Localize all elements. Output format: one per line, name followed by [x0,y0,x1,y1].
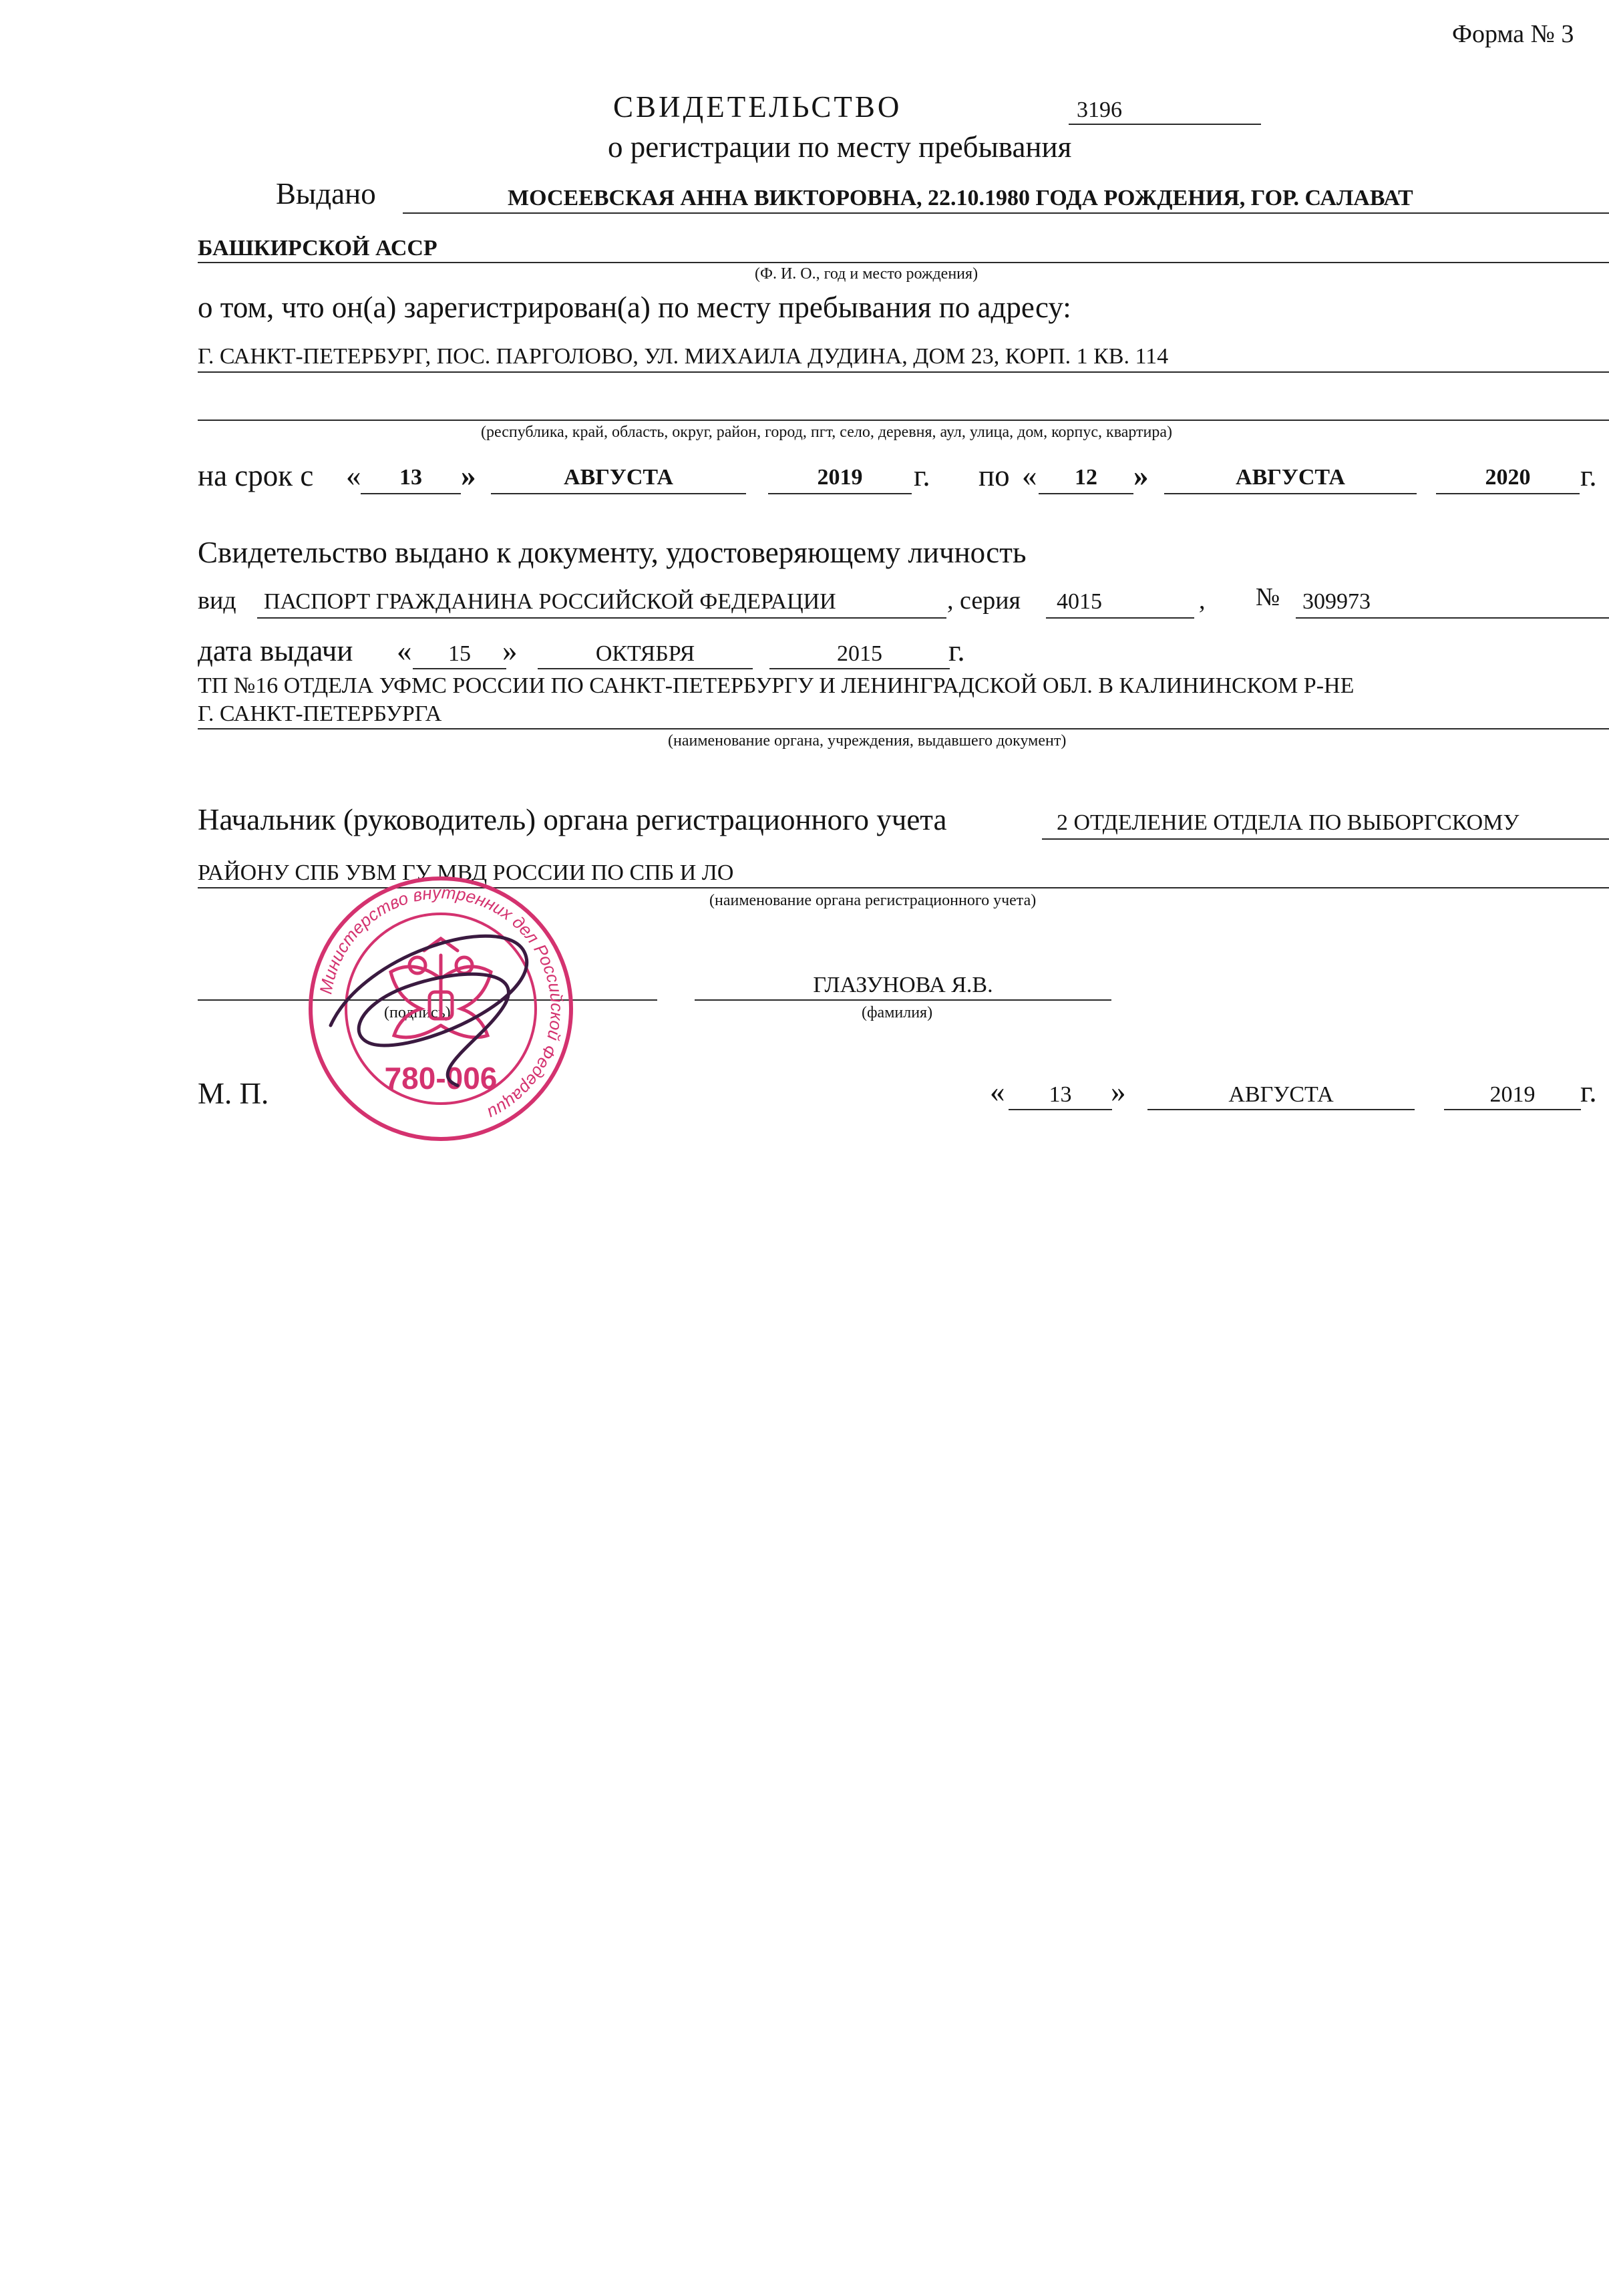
document-date-year: 2015 [837,641,882,666]
term-to-label: по [978,459,1010,492]
document-issuer-line2: Г. САНКТ-ПЕТЕРБУРГА [198,701,442,726]
term-from-day-rule [361,493,461,494]
certificate-subtitle: о регистрации по месту пребывания [608,130,1072,164]
form-number: Форма № 3 [1452,20,1574,48]
issued-line2-rule [198,262,1609,263]
term-to-open-quote: « [1022,459,1037,492]
issued-person-line2: БАШКИРСКОЙ АССР [198,236,437,261]
surname-caption: (фамилия) [862,1004,933,1021]
document-series-label: , серия [947,587,1021,615]
document-issuer-rule [198,728,1609,729]
term-to-month: АВГУСТА [1236,465,1345,490]
document-series-comma: , [1199,587,1206,615]
address-line1-rule [198,371,1609,373]
term-to-day-rule [1039,493,1133,494]
address-line2-rule [198,420,1609,421]
sign-date-year-suffix: г. [1580,1075,1597,1108]
document-date-month-rule [538,668,753,669]
document-date-day-rule [413,668,506,669]
term-from-month: АВГУСТА [564,465,673,490]
issued-line1-rule [403,212,1609,214]
sign-date-close-quote: » [1111,1075,1126,1108]
seal-label: М. П. [198,1077,269,1110]
document-intro: Свидетельство выдано к документу, удостоверяющему личность [198,536,1027,569]
address-caption: (республика, край, область, округ, район, город, пгт, село, деревня, аул, улица, дом, корпус, квартира) [481,424,1173,441]
term-from-year-rule [768,493,912,494]
document-date-label: дата выдачи [198,634,353,667]
official-seal-stamp [304,872,578,1146]
authority-name-line2: РАЙОНУ СПБ УВМ ГУ МВД РОССИИ ПО СПБ И ЛО [198,860,734,885]
certificate-number-line [1069,124,1261,125]
term-to-day: 12 [1075,465,1097,490]
term-from-close-quote: » [461,459,476,492]
authority-label: Начальник (руководитель) органа регистрационного учета [198,803,947,836]
authority-name-line1: 2 ОТДЕЛЕНИЕ ОТДЕЛА ПО ВЫБОРГСКОМУ [1057,810,1519,835]
registered-text: о том, что он(а) зарегистрирован(а) по месту пребывания по адресу: [198,291,1071,324]
sign-date-month: АВГУСТА [1228,1082,1334,1107]
authority-caption: (наименование органа регистрационного учета) [709,892,1037,909]
term-from-open-quote: « [346,459,361,492]
document-date-year-rule [769,668,950,669]
document-date-year-suffix: г. [948,634,965,667]
seal-ring-text: Министерство внутренних дел Российской Федерации [315,882,568,1124]
document-number-rule [1296,617,1609,619]
document-number-label: № [1256,583,1280,611]
term-to-year-rule [1436,493,1580,494]
sign-date-open-quote: « [990,1075,1005,1108]
document-type-rule [257,617,946,619]
seal-code: 780-006 [384,1061,498,1096]
authority-name-line1-rule [1042,838,1609,840]
certificate-title: СВИДЕТЕЛЬСТВО [613,90,902,124]
signature-caption: (подпись) [384,1004,451,1021]
term-from-month-rule [491,493,746,494]
sign-date-year: 2019 [1489,1082,1536,1107]
term-to-month-rule [1164,493,1417,494]
document-series-value: 4015 [1057,589,1102,614]
document-type-value: ПАСПОРТ ГРАЖДАНИНА РОССИЙСКОЙ ФЕДЕРАЦИИ [264,589,836,614]
document-date-close-quote: » [502,634,518,667]
address-line1: Г. САНКТ-ПЕТЕРБУРГ, ПОС. ПАРГОЛОВО, УЛ. МИХАИЛА ДУДИНА, ДОМ 23, КОРП. 1 КВ. 114 [198,344,1169,369]
surname-rule [695,999,1111,1001]
document-date-day: 15 [448,641,471,666]
document-number-value: 309973 [1302,589,1371,614]
issued-person-line1: МОСЕЕВСКАЯ АННА ВИКТОРОВНА, 22.10.1980 ГОДА РОЖДЕНИЯ, ГОР. САЛАВАТ [508,186,1413,210]
term-from-day: 13 [399,465,422,490]
sign-date-year-rule [1444,1109,1581,1110]
authority-surname: ГЛАЗУНОВА Я.В. [813,973,993,997]
term-to-year-suffix: г. [1580,459,1597,492]
term-from-year-suffix: г. [914,459,930,492]
sign-date-day: 13 [1049,1082,1072,1107]
document-series-rule [1046,617,1194,619]
term-from-year: 2019 [817,465,863,490]
issued-label: Выдано [276,177,376,210]
document-issuer-caption: (наименование органа, учреждения, выдавшего документ) [668,732,1067,750]
document-date-open-quote: « [397,634,412,667]
certificate-number: 3196 [1077,98,1122,122]
term-to-close-quote: » [1133,459,1149,492]
document-issuer-line1: ТП №16 ОТДЕЛА УФМС РОССИИ ПО САНКТ-ПЕТЕРБУРГУ И ЛЕНИНГРАДСКОЙ ОБЛ. В КАЛИНИНСКОМ Р-НЕ [198,673,1355,698]
document-type-label: вид [198,587,236,615]
sign-date-day-rule [1009,1109,1112,1110]
document-date-month: ОКТЯБРЯ [595,641,695,666]
issued-caption: (Ф. И. О., год и место рождения) [755,265,978,283]
term-to-year: 2020 [1485,465,1531,490]
term-label: на срок с [198,459,314,492]
sign-date-month-rule [1147,1109,1415,1110]
